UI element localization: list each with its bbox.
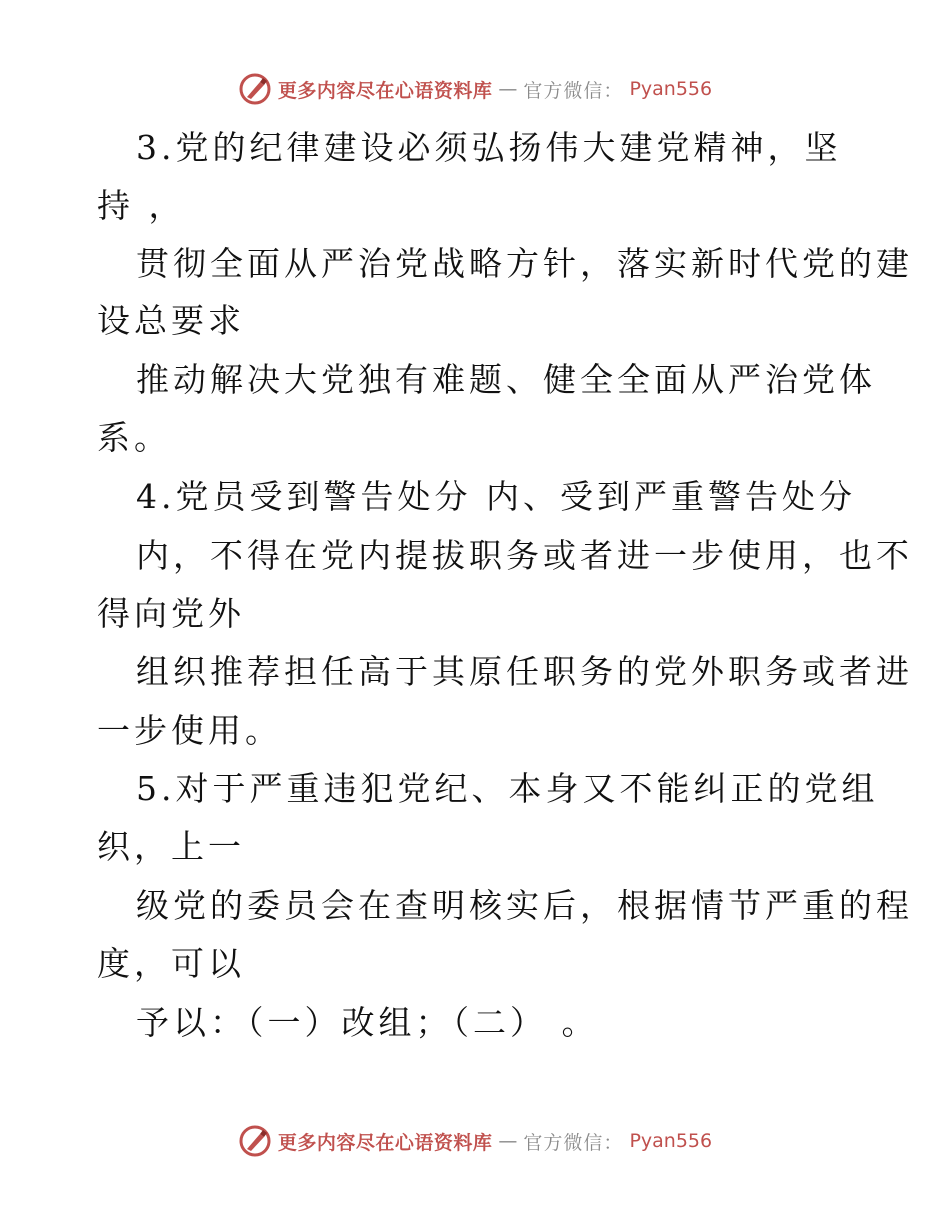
text-line: 推动解决大党独有难题、健全全面从严治党体 xyxy=(136,360,876,399)
text-line: 贯彻全面从严治党战略方针，落实新时代党的建 xyxy=(136,244,913,283)
text-line: 3.党的纪律建设必须弘扬伟大建党精神，坚 xyxy=(136,128,842,167)
pen-seal-icon xyxy=(238,72,272,106)
footer-watermark xyxy=(0,1124,950,1158)
watermark-wechat-id: Pyan556 xyxy=(629,1130,713,1152)
watermark-wechat-id: Pyan556 xyxy=(629,78,713,100)
text-line: 持 ， xyxy=(97,186,186,225)
watermark-channel: 官方微信： xyxy=(523,79,624,102)
text-line: 设总要求 xyxy=(97,301,245,340)
text-line: 予以：（一）改组；（二） 。 xyxy=(136,1003,599,1042)
watermark-brand: 更多内容尽在心语资料库 xyxy=(277,79,493,102)
header-watermark xyxy=(0,72,950,106)
watermark-dash: — xyxy=(498,78,518,100)
text-line: 织，上一 xyxy=(97,827,245,866)
text-line: 组织推荐担任高于其原任职务的党外职务或者进 xyxy=(136,652,913,691)
text-line: 一步使用。 xyxy=(97,711,282,750)
text-line: 度，可以 xyxy=(97,944,245,983)
pen-seal-icon xyxy=(238,1124,272,1158)
text-line: 系。 xyxy=(97,418,171,457)
watermark-brand: 更多内容尽在心语资料库 xyxy=(277,1131,493,1154)
watermark-dash: — xyxy=(498,1130,518,1152)
text-line: 5.对于严重违犯党纪、本身又不能纠正的党组 xyxy=(136,769,879,808)
text-line: 级党的委员会在查明核实后，根据情节严重的程 xyxy=(136,886,913,925)
text-line: 4.党员受到警告处分 内、受到严重警告处分 xyxy=(136,477,856,516)
text-line: 内，不得在党内提拔职务或者进一步使用，也不 xyxy=(136,536,913,575)
watermark-channel: 官方微信： xyxy=(523,1131,624,1154)
text-line: 得向党外 xyxy=(97,594,245,633)
